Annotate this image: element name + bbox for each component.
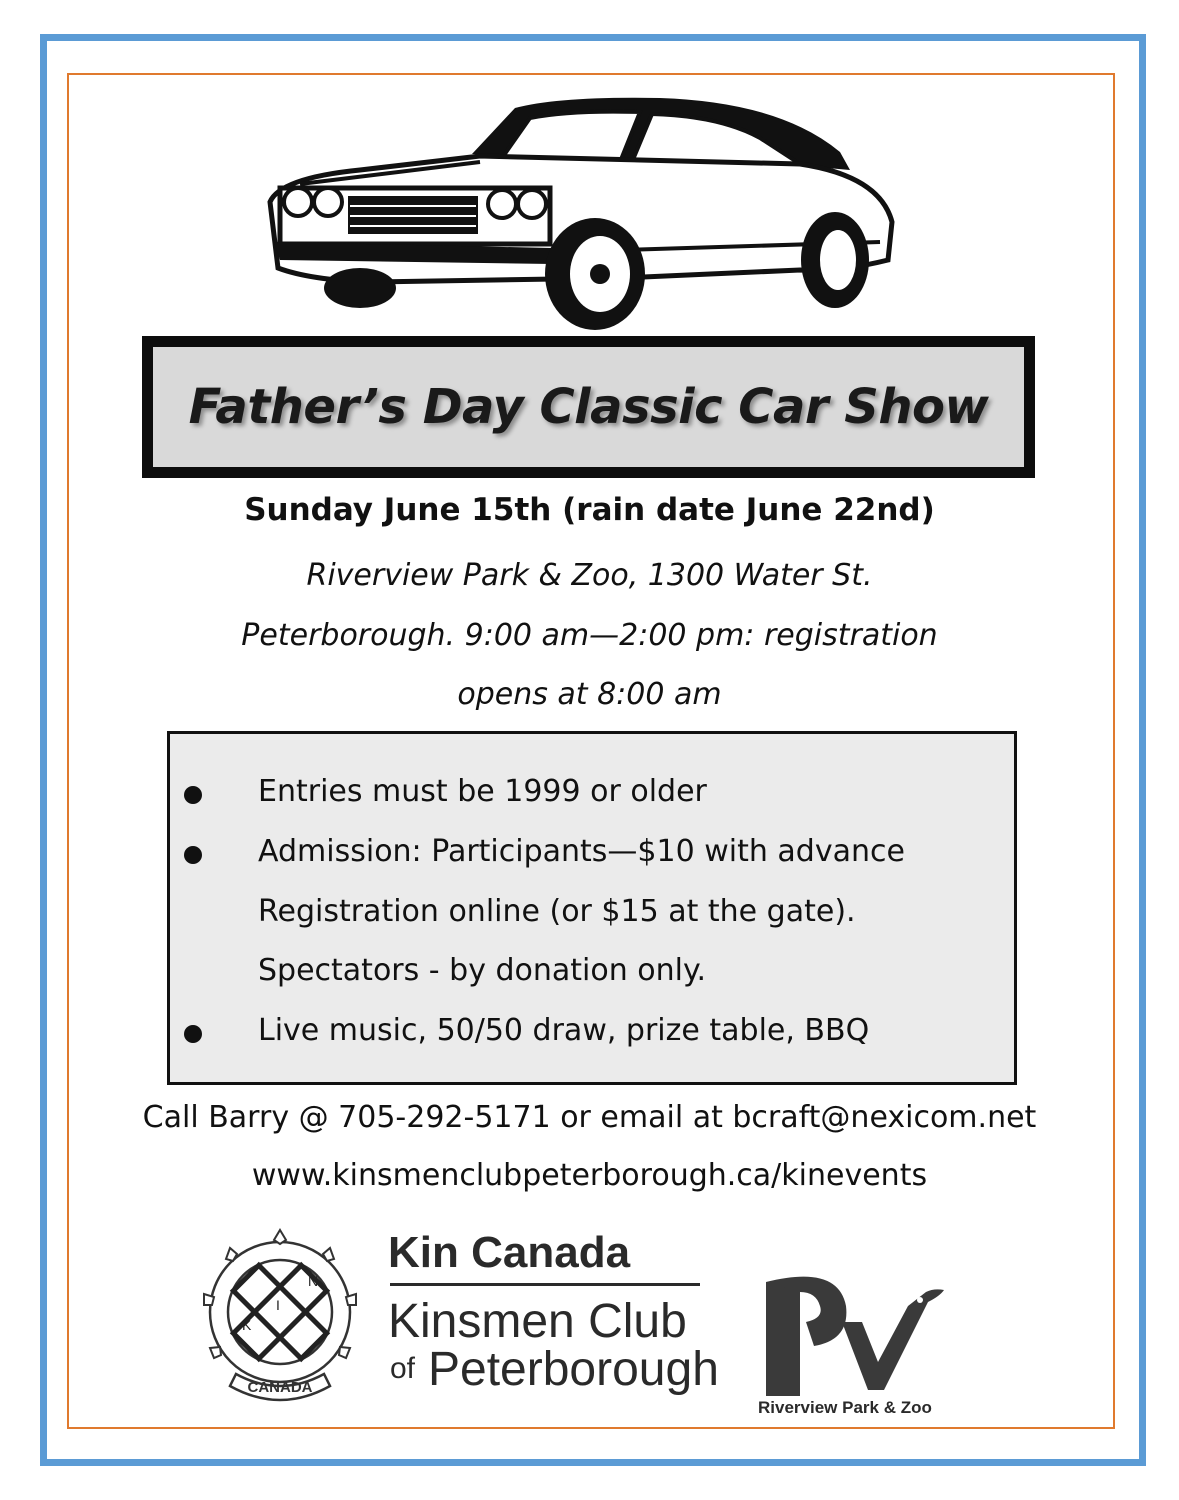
- emblem-canada-text: CANADA: [247, 1379, 313, 1396]
- details-box: [167, 731, 1017, 1085]
- classic-car-illustration: [240, 92, 900, 334]
- kin-canada-name: Kin Canada: [388, 1228, 631, 1277]
- emblem-letter-i: I: [276, 1297, 280, 1313]
- kinsmen-club-of: of: [390, 1352, 416, 1385]
- event-location-line-2: Peterborough. 9:00 am—2:00 pm: registration: [241, 618, 938, 653]
- title-banner: [142, 336, 1035, 478]
- contact-info: Call Barry @ 705-292-5171 or email at bcraft@nexicom.net: [142, 1100, 1037, 1135]
- detail-text: Spectators - by donation only.: [258, 953, 707, 988]
- event-location-line-3: opens at 8:00 am: [457, 677, 722, 712]
- event-date: Sunday June 15th (rain date June 22nd): [244, 492, 935, 528]
- event-title: Father’s Day Classic Car Show: [188, 379, 989, 435]
- website-link[interactable]: www.kinsmenclubpeterborough.ca/kinevents: [251, 1158, 928, 1193]
- detail-text: Entries must be 1999 or older: [258, 774, 707, 809]
- bullet-icon: [184, 846, 202, 864]
- kinsmen-club-city: Peterborough: [428, 1343, 719, 1396]
- kinsmen-club-name: Kinsmen Club: [388, 1295, 687, 1348]
- emblem-letter-n: N: [308, 1273, 319, 1289]
- detail-text: Live music, 50/50 draw, prize table, BBQ: [258, 1013, 870, 1048]
- title-banner-inner: [153, 347, 1024, 467]
- bullet-icon: [184, 786, 202, 804]
- kin-divider: [390, 1283, 700, 1286]
- bullet-icon: [184, 1025, 202, 1043]
- event-location-line-1: Riverview Park & Zoo, 1300 Water St.: [306, 558, 873, 593]
- kin-canada-emblem-icon: [190, 1224, 370, 1414]
- emblem-letter-k: K: [242, 1317, 252, 1333]
- detail-text: Admission: Participants—$10 with advance: [258, 834, 905, 869]
- detail-text: Registration online (or $15 at the gate).: [258, 894, 856, 929]
- riverview-logo-icon: [758, 1262, 948, 1402]
- riverview-caption: Riverview Park & Zoo: [758, 1398, 932, 1417]
